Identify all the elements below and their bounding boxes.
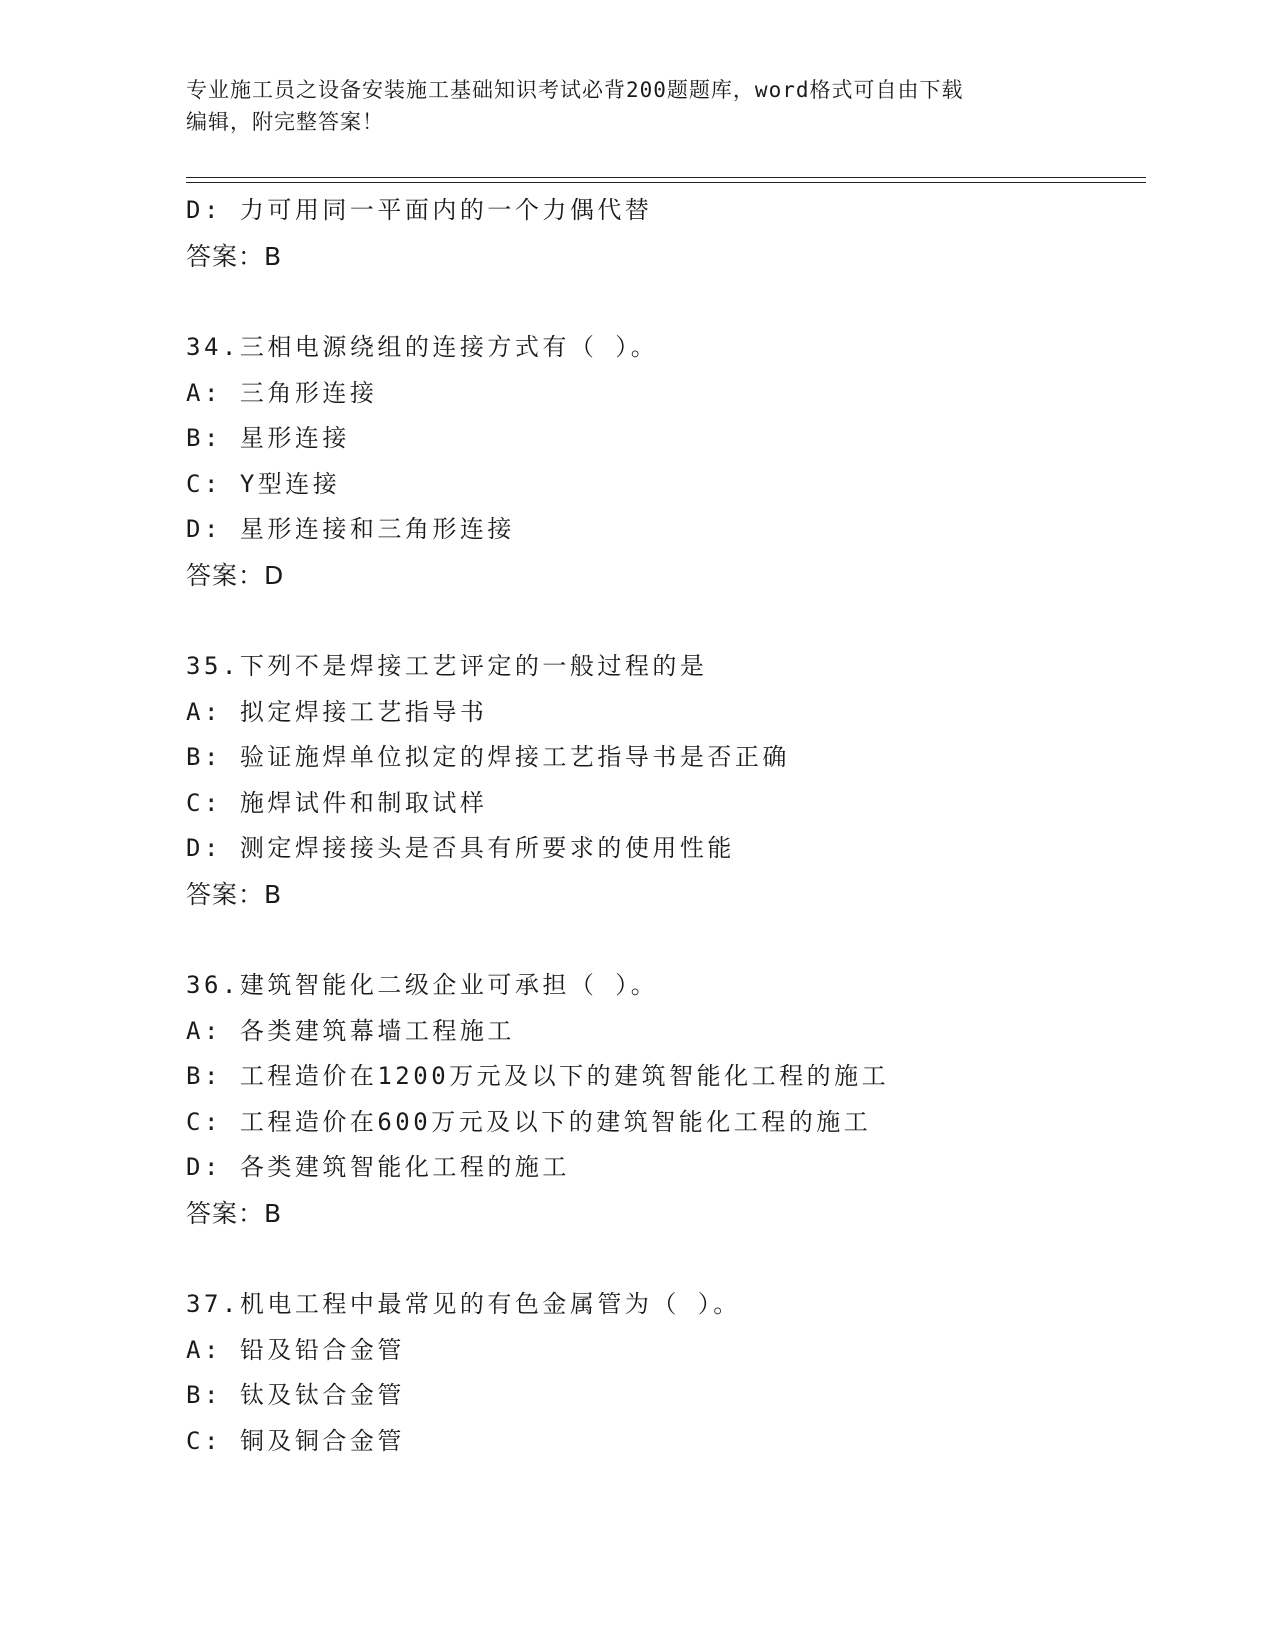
header-divider-bottom xyxy=(186,182,1146,183)
question-36-option-c: C: 工程造价在600万元及以下的建筑智能化工程的施工 xyxy=(186,1107,872,1136)
question-36-option-d: D: 各类建筑智能化工程的施工 xyxy=(186,1153,570,1181)
question-35-answer: 答案：B xyxy=(186,879,283,909)
question-35-option-d: D: 测定焊接接头是否具有所要求的使用性能 xyxy=(186,834,735,862)
question-34-stem: 34.三相电源绕组的连接方式有（ ）。 xyxy=(186,333,659,361)
question-37-option-c: C: 铜及铜合金管 xyxy=(186,1426,405,1455)
question-37-option-b: B: 钛及钛合金管 xyxy=(186,1381,405,1409)
question-list xyxy=(186,188,1146,1464)
question-gap xyxy=(186,917,1146,963)
header-title-line-2: 编辑，附完整答案！ xyxy=(186,110,384,134)
header-divider-top xyxy=(186,177,1146,178)
question-gap xyxy=(186,598,1146,644)
document-header xyxy=(186,74,1086,138)
question-gap xyxy=(186,279,1146,325)
header-title-line-1: 专业施工员之设备安装施工基础知识考试必背200题题库，word格式可自由下载 xyxy=(186,78,964,102)
prev-question-answer: 答案：B xyxy=(186,241,283,271)
question-34-option-b: B: 星形连接 xyxy=(186,424,350,452)
question-gap xyxy=(186,1236,1146,1282)
question-35-option-a: A: 拟定焊接工艺指导书 xyxy=(186,697,488,726)
question-36-answer: 答案：B xyxy=(186,1198,283,1228)
question-37-option-a: A: 铅及铅合金管 xyxy=(186,1335,405,1364)
question-36-stem: 36.建筑智能化二级企业可承担（ ）。 xyxy=(186,971,659,999)
question-36-option-b: B: 工程造价在1200万元及以下的建筑智能化工程的施工 xyxy=(186,1062,890,1090)
question-35-option-c: C: 施焊试件和制取试样 xyxy=(186,788,488,817)
question-34-option-d: D: 星形连接和三角形连接 xyxy=(186,515,515,543)
question-34-option-a: A: 三角形连接 xyxy=(186,378,378,407)
question-34-answer: 答案：D xyxy=(186,560,285,590)
question-37-stem: 37.机电工程中最常见的有色金属管为（ ）。 xyxy=(186,1290,741,1318)
question-34-option-c: C: Y型连接 xyxy=(186,469,341,498)
question-35-option-b: B: 验证施焊单位拟定的焊接工艺指导书是否正确 xyxy=(186,743,790,771)
question-36-option-a: A: 各类建筑幕墙工程施工 xyxy=(186,1016,515,1045)
prev-question-option-d: D: 力可用同一平面内的一个力偶代替 xyxy=(186,196,653,224)
question-35-stem: 35.下列不是焊接工艺评定的一般过程的是 xyxy=(186,652,708,680)
